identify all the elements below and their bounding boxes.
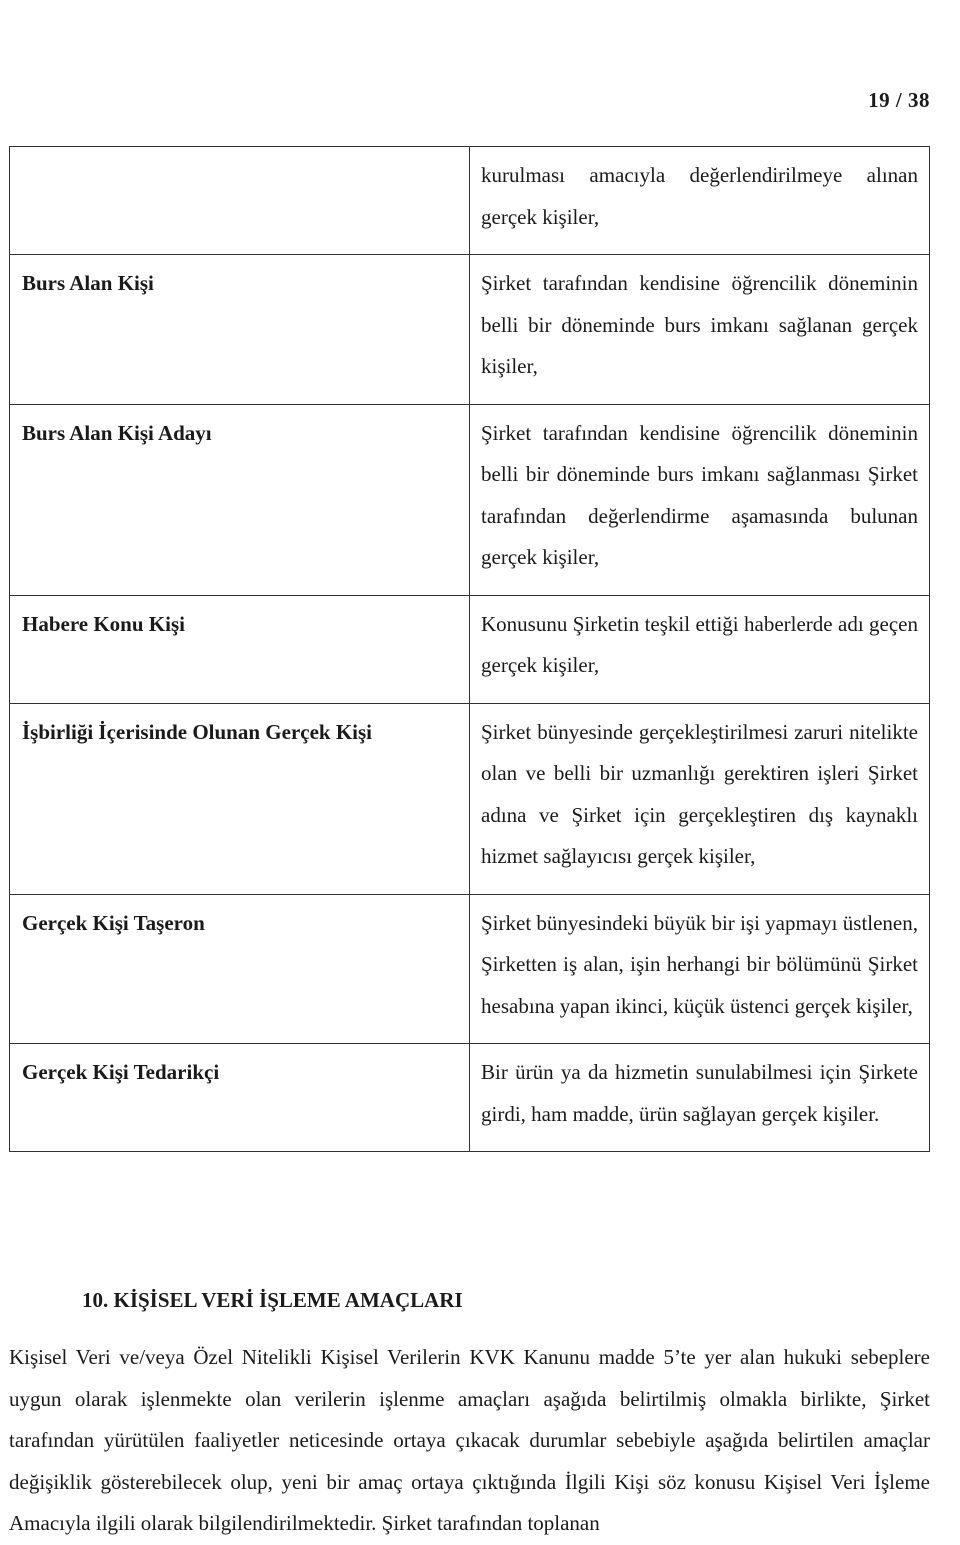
description-cell: Şirket tarafından kendisine öğrencilik döneminin belli bir döneminde burs imkanı sağlanması Şirket tarafından değerlendirme aşamasında bulunan gerçek kişiler, bbox=[470, 404, 930, 595]
term-cell: Burs Alan Kişi bbox=[10, 255, 470, 405]
term-cell: İşbirliği İçerisinde Olunan Gerçek Kişi bbox=[10, 703, 470, 894]
table-row bbox=[10, 1044, 930, 1152]
section-paragraph: Kişisel Veri ve/veya Özel Nitelikli Kişisel Verilerin KVK Kanunu madde 5’te yer alan hukuki sebeplere uygun olarak işlenmekte olan verilerin işlenme amaçları aşağıda belirtilmiş olmakla birlikte, Şirket tarafından yürütülen faaliyetler neticesinde ortaya çıkacak durumlar sebebiyle aşağıda belirtilen amaçlar değişiklik gösterebilecek olup, yeni bir amaç ortaya çıktığında İlgili Kişi söz konusu Kişisel Veri İşleme Amacıyla ilgili olarak bilgilendirilmektedir. Şirket tarafından toplanan bbox=[9, 1345, 930, 1536]
table-row bbox=[10, 404, 930, 595]
table-row bbox=[10, 595, 930, 703]
term-cell: Habere Konu Kişi bbox=[10, 595, 470, 703]
table-row bbox=[10, 894, 930, 1044]
term-cell: Gerçek Kişi Taşeron bbox=[10, 894, 470, 1044]
description-cell: Şirket bünyesindeki büyük bir işi yapmayı üstlenen, Şirketten iş alan, işin herhangi bir bölümünü Şirket hesabına yapan ikinci, küçük üstenci gerçek kişiler, bbox=[470, 894, 930, 1044]
description-cell: Bir ürün ya da hizmetin sunulabilmesi için Şirkete girdi, ham madde, ürün sağlayan gerçek kişiler. bbox=[470, 1044, 930, 1152]
table-row bbox=[10, 255, 930, 405]
term-cell: Burs Alan Kişi Adayı bbox=[10, 404, 470, 595]
description-cell: kurulması amacıyla değerlendirilmeye alınan gerçek kişiler, bbox=[470, 147, 930, 255]
definitions-table bbox=[9, 146, 930, 1152]
description-cell: Konusunu Şirketin teşkil ettiği haberlerde adı geçen gerçek kişiler, bbox=[470, 595, 930, 703]
page-number: 19 / 38 bbox=[868, 88, 930, 112]
table-row bbox=[10, 703, 930, 894]
section-heading: 10. KİŞİSEL VERİ İŞLEME AMAÇLARI bbox=[82, 1288, 463, 1312]
term-cell: Gerçek Kişi Tedarikçi bbox=[10, 1044, 470, 1152]
term-cell bbox=[10, 147, 470, 255]
description-cell: Şirket bünyesinde gerçekleştirilmesi zaruri nitelikte olan ve belli bir uzmanlığı gerektiren işleri Şirket adına ve Şirket için gerçekleştiren dış kaynaklı hizmet sağlayıcısı gerçek kişiler, bbox=[470, 703, 930, 894]
description-cell: Şirket tarafından kendisine öğrencilik döneminin belli bir döneminde burs imkanı sağlanan gerçek kişiler, bbox=[470, 255, 930, 405]
table-row bbox=[10, 147, 930, 255]
